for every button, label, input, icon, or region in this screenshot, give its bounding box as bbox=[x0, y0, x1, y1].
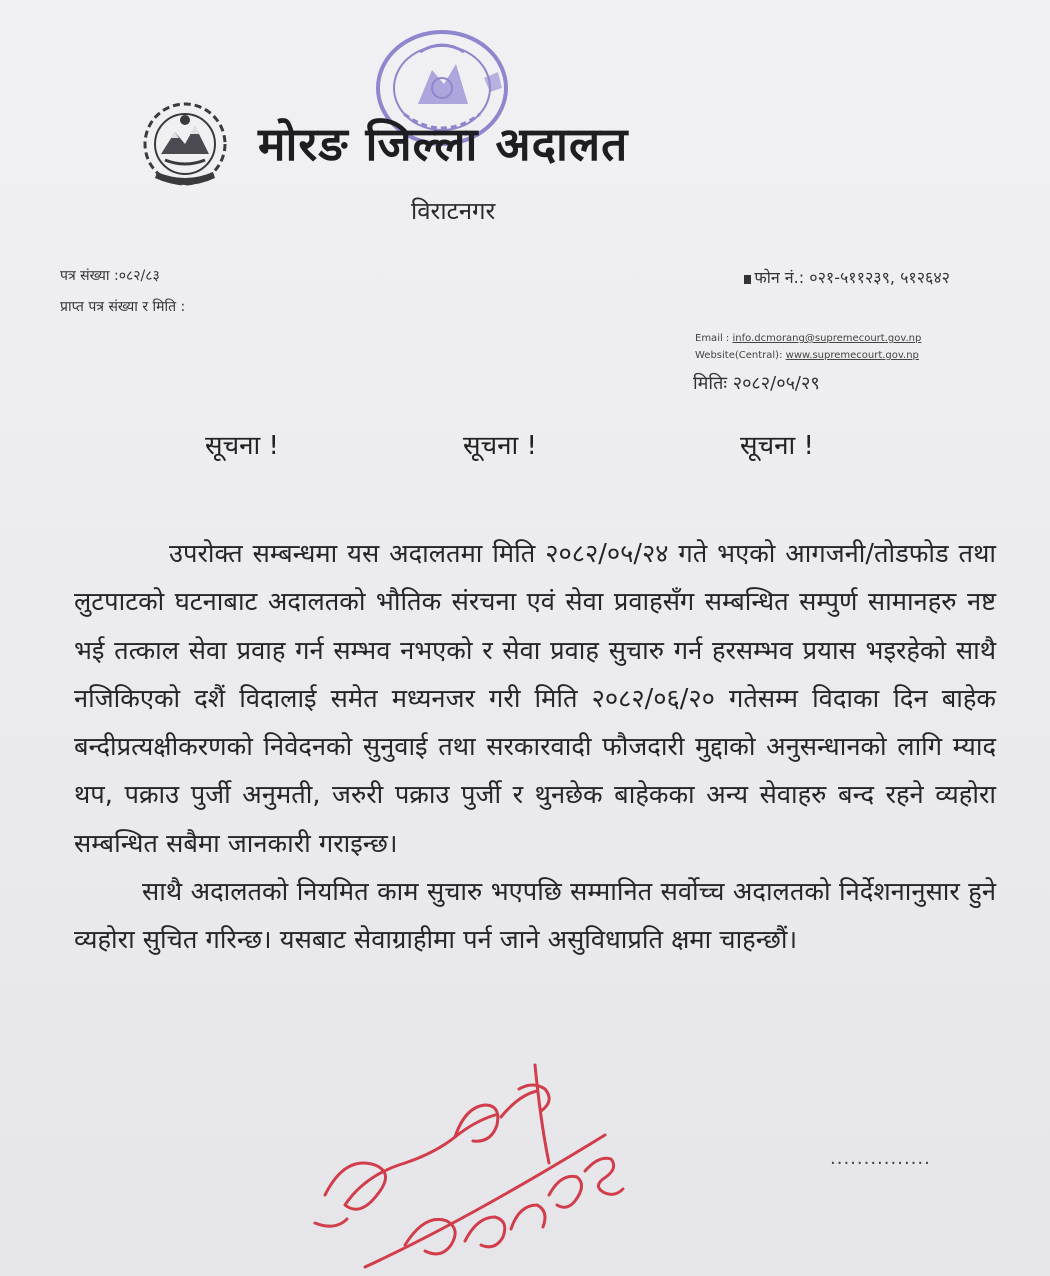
email-label: Email : bbox=[695, 333, 730, 344]
letter-number: पत्र संख्या :०८२/८३ bbox=[60, 268, 160, 284]
body-paragraph-1: उपरोक्त सम्बन्धमा यस अदालतमा मिति २०८२/०५/२४ गते भएको आगजनी/तोडफोड तथा लुटपाटको घटनाबाट अदालतको भौतिक संरचना एवं सेवा प्रवाहसँग सम्बन्धित सम्पुर्ण सामानहरु नष्ट भई तत्काल सेवा प्रवाह गर्न सम्भव नभएको र सेवा प्रवाह सुचारु गर्न हरसम्भव प्रयास भइरहेको साथै नजिकिएको दशैं विदालाई समेत मध्यनजर गरी मिति २०८२/०६/२० गतेसम्म विदाका दिन बाहेक बन्दीप्रत्यक्षीकरणको निवेदनको सुनुवाई तथा सरकारवादी फौजदारी मुद्दाको अनुसन्धानको लागि म्याद थप, पक्राउ पुर्जी अनुमती, जरुरी पक्राउ पुर्जी र थुनछेक बाहेकका अन्य सेवाहरु बन्द रहने व्यहोरा सम्बन्धित सबैमा जानकारी गराइन्छ। bbox=[74, 539, 996, 859]
email-link[interactable]: info.dcmorang@supremecourt.gov.np bbox=[732, 333, 922, 344]
nepal-emblem-icon bbox=[135, 98, 235, 198]
notice-heading-3: सूचना ! bbox=[740, 431, 814, 461]
website-label: Website(Central): bbox=[695, 350, 783, 361]
website-line bbox=[695, 350, 919, 361]
court-name: मोरङ जिल्ला अदालत bbox=[258, 117, 629, 171]
phone-icon bbox=[744, 275, 751, 284]
court-city: विराटनगर bbox=[411, 197, 496, 225]
signature-line: ............... bbox=[830, 1148, 931, 1169]
phone-number: फोन नं.: ०२१-५११२३९, ५१२६४२ bbox=[754, 268, 950, 287]
notice-heading-1: सूचना ! bbox=[205, 431, 279, 461]
notice-heading-2: सूचना ! bbox=[463, 431, 537, 461]
handwritten-signature bbox=[305, 1045, 635, 1275]
letter-date: मितिः २०८२/०५/२९ bbox=[693, 373, 820, 394]
received-letter-field: प्राप्त पत्र संख्या र मिति : bbox=[60, 299, 186, 315]
phone-line bbox=[744, 266, 950, 288]
body-paragraph-2: साथै अदालतको नियमित काम सुचारु भएपछि सम्मानित सर्वोच्च अदालतको निर्देशनानुसार हुने व्यहोरा सुचित गरिन्छ। यसबाट सेवाग्राहीमा पर्न जाने असुविधाप्रति क्षमा चाहन्छौं। bbox=[74, 877, 996, 956]
website-link[interactable]: www.supremecourt.gov.np bbox=[785, 350, 919, 361]
notice-body bbox=[74, 530, 996, 965]
email-line bbox=[695, 333, 921, 344]
